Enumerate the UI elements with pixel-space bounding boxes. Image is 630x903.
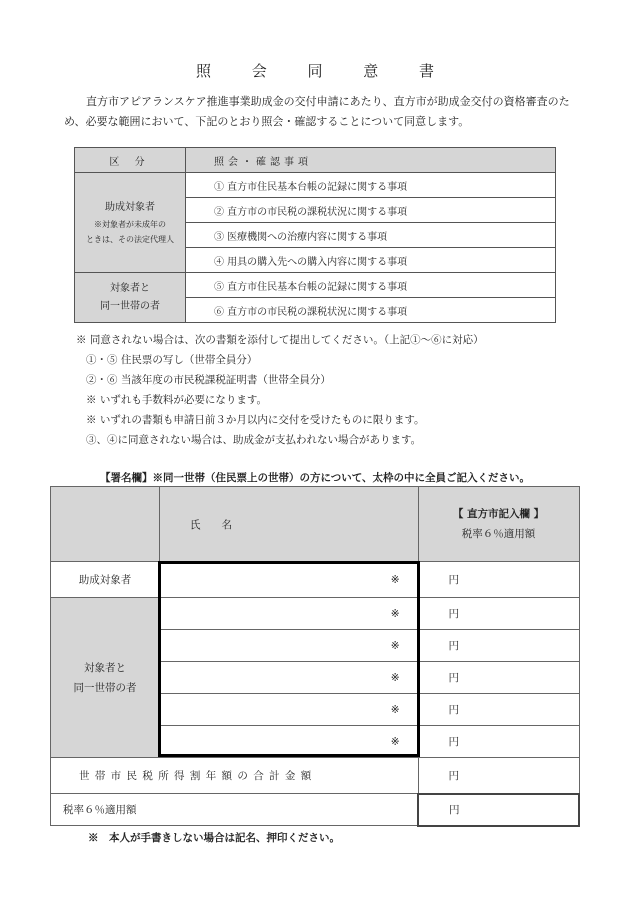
city-use-header	[418, 487, 579, 562]
household-name-field[interactable]	[160, 630, 419, 662]
household-amount-field[interactable]: 円	[418, 662, 579, 694]
inquiry-item-2: ② 直方市の市民税の課税状況に関する事項	[186, 198, 556, 223]
document-title: 照 会 同 意 書	[195, 62, 453, 80]
mark: ※	[390, 703, 400, 716]
household-amount-field[interactable]: 円	[418, 598, 579, 630]
category-header: 区 分	[75, 148, 186, 173]
household-name-field[interactable]	[160, 726, 419, 758]
note-line: ※ いずれも手数料が必要になります。	[86, 394, 267, 406]
household-amount-field[interactable]: 円	[418, 630, 579, 662]
category-note-2: ときは、その法定代理人	[86, 234, 174, 244]
inquiry-item-4: ④ 用具の購入先への購入内容に関する事項	[186, 248, 556, 273]
applicant-name-field[interactable]	[160, 562, 419, 598]
city-use-title: 【 直方市記入欄 】	[452, 508, 545, 520]
applicant-amount-field[interactable]: 円	[418, 562, 579, 598]
category-household-line1: 対象者と	[110, 282, 150, 294]
rate-amount-field[interactable]: 円	[418, 794, 579, 826]
category-applicant	[75, 173, 186, 273]
household-name-field[interactable]	[160, 694, 419, 726]
inquiry-item-5: ⑤ 直方市住民基本台帳の記録に関する事項	[186, 273, 556, 298]
category-household-line2: 同一世帯の者	[100, 300, 160, 312]
name-header: 氏 名	[160, 487, 419, 562]
signature-heading: 【署名欄】※同一世帯（住民票上の世帯）の方について、太枠の中に全員ご記入ください。	[99, 472, 531, 484]
household-name-field[interactable]	[160, 662, 419, 694]
inquiry-item-6: ⑥ 直方市の市民税の課税状況に関する事項	[186, 298, 556, 323]
category-household	[75, 273, 186, 323]
notes-list	[76, 330, 484, 450]
mark: ※	[390, 671, 400, 684]
mark: ※	[390, 639, 400, 652]
note-line: ※ いずれの書類も申請日前３か月以内に交付を受けたものに限ります。	[86, 414, 425, 426]
total-amount-field[interactable]: 円	[418, 758, 579, 794]
items-header: 照会・確認事項	[186, 148, 556, 173]
household-amount-field[interactable]: 円	[418, 726, 579, 758]
household-label-line2: 同一世帯の者	[73, 681, 137, 694]
household-label-line1: 対象者と	[84, 661, 126, 674]
note-line: ※ 同意されない場合は、次の書類を添付して提出してください。（上記①～⑥に対応）	[76, 334, 484, 346]
applicant-label: 助成対象者	[51, 562, 160, 598]
inquiry-items-table	[74, 147, 556, 323]
note-line: ①・⑤ 住民票の写し（世帯全員分）	[86, 354, 258, 366]
intro-paragraph: 直方市アピアランスケア推進事業助成金の交付申請にあたり、直方市が助成金交付の資格審査のため、必要な範囲において、下記のとおり照会・確認することについて同意します。	[64, 95, 570, 128]
inquiry-item-3: ③ 医療機関への治療内容に関する事項	[186, 223, 556, 248]
city-use-subtitle: 税率６％適用額	[461, 528, 536, 540]
blank-header-cell	[51, 487, 160, 562]
mark: ※	[390, 573, 400, 586]
footer-note: ※ 本人が手書きしない場合は記名、押印ください。	[88, 832, 340, 844]
signature-table	[50, 486, 580, 827]
mark: ※	[390, 607, 400, 620]
rate-label: 税率６％適用額	[51, 794, 419, 826]
household-name-field[interactable]	[160, 598, 419, 630]
note-line: ②・⑥ 当該年度の市民税課税証明書（世帯全員分）	[86, 374, 331, 386]
household-amount-field[interactable]: 円	[418, 694, 579, 726]
total-label: 世 帯 市 民 税 所 得 割 年 額 の 合 計 金 額	[51, 758, 419, 794]
category-note-1: ※対象者が未成年の	[94, 219, 166, 229]
inquiry-item-1: ① 直方市住民基本台帳の記録に関する事項	[186, 173, 556, 198]
mark: ※	[390, 735, 400, 748]
note-line: ③、④に同意されない場合は、助成金が支払われない場合があります。	[86, 434, 422, 446]
category-applicant-label: 助成対象者	[105, 201, 155, 213]
household-label	[51, 598, 160, 758]
